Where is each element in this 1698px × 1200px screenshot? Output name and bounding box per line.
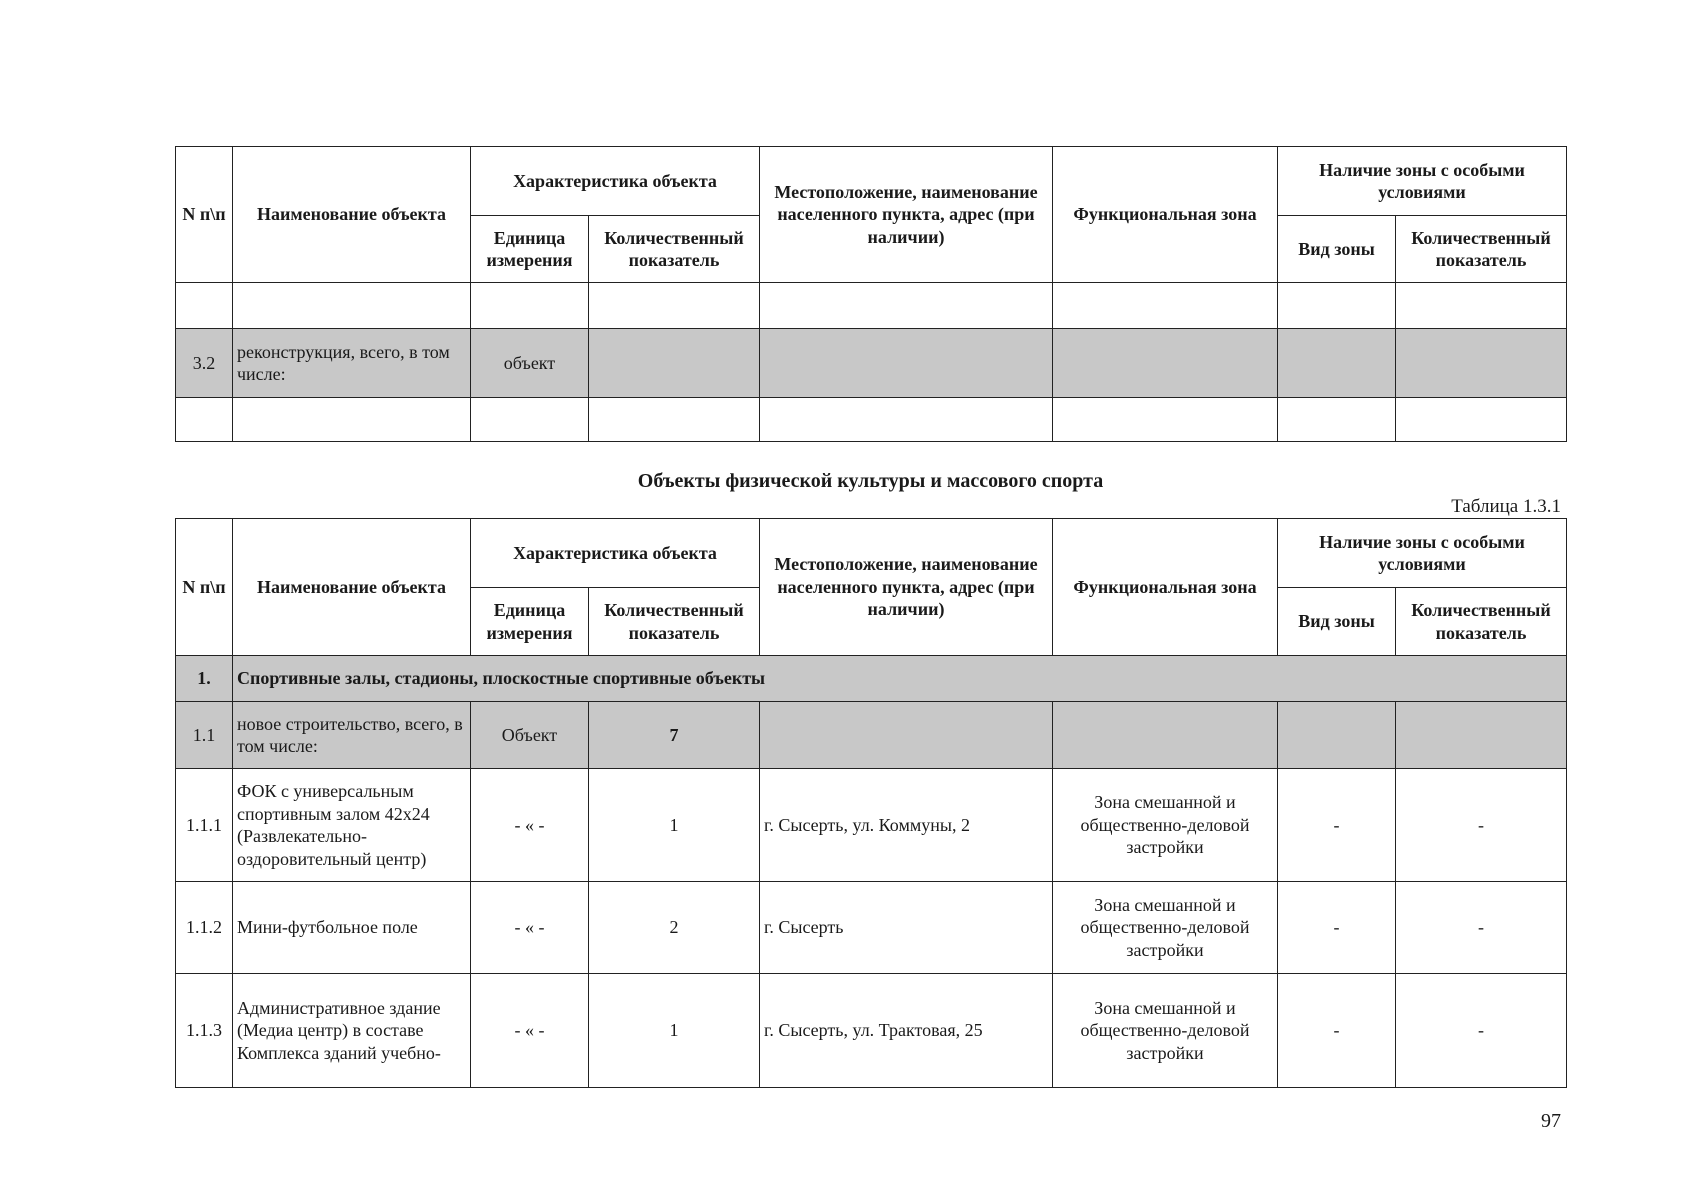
cell-unit: Объект [471,702,589,769]
header-qty: Количественный показатель [589,588,760,656]
cell-zone-type: - [1278,974,1396,1088]
header-zone-type: Вид зоны [1278,588,1396,656]
table-row [176,283,1567,329]
cell-name: Мини-футбольное поле [233,882,471,974]
header-location: Местоположение, наименование населенного пункта, адрес (при наличии) [760,519,1053,656]
header-n: N п\п [176,147,233,283]
cell-qty: 2 [589,882,760,974]
header-zone: Функциональная зона [1053,519,1278,656]
header-qty: Количественный показатель [589,216,760,283]
group-n: 1. [176,656,233,702]
header-special-zone: Наличие зоны с особыми условиями [1278,147,1567,216]
header-characteristic: Характеристика объекта [471,519,760,588]
cell-unit: объект [471,329,589,398]
cell-unit: - « - [471,882,589,974]
table-row [176,398,1567,442]
header-unit: Единица измерения [471,216,589,283]
cell-zone: Зона смешанной и общественно-деловой застройки [1053,974,1278,1088]
cell-name: ФОК с универсальным спортивным залом 42х24 (Развлекательно-оздоровительный центр) [233,769,471,882]
cell-zone: Зона смешанной и общественно-деловой застройки [1053,882,1278,974]
cell-qty: 1 [589,769,760,882]
section-title: Объекты физической культуры и массового спорта [637,470,1104,492]
cell-qty: 7 [589,702,760,769]
table-sport-objects [175,518,1567,1088]
table-row [176,882,1567,974]
cell-n: 1.1.1 [176,769,233,882]
header-special-zone: Наличие зоны с особыми условиями [1278,519,1567,588]
header-name: Наименование объекта [233,147,471,283]
cell-n: 3.2 [176,329,233,398]
cell-n: 1.1.3 [176,974,233,1088]
header-name: Наименование объекта [233,519,471,656]
cell-location: г. Сысерть, ул. Трактовая, 25 [760,974,1053,1088]
table-row [176,329,1567,398]
page-number: 97 [1541,1110,1561,1132]
cell-zone: Зона смешанной и общественно-деловой застройки [1053,769,1278,882]
cell-zone-type: - [1278,882,1396,974]
cell-zone-type: - [1278,769,1396,882]
group-row [176,656,1567,702]
cell-zone-qty: - [1396,882,1567,974]
cell-zone-qty: - [1396,974,1567,1088]
header-zone-qty: Количественный показатель [1396,588,1567,656]
cell-unit: - « - [471,974,589,1088]
cell-location: г. Сысерть [760,882,1053,974]
header-location: Местоположение, наименование населенного пункта, адрес (при наличии) [760,147,1053,283]
cell-name: новое строительство, всего, в том числе: [233,702,471,769]
cell-n: 1.1 [176,702,233,769]
table-row [176,769,1567,882]
cell-zone-qty: - [1396,769,1567,882]
group-title: Спортивные залы, стадионы, плоскостные спортивные объекты [233,656,1567,702]
cell-qty: 1 [589,974,760,1088]
cell-name: Административное здание (Медиа центр) в составе Комплекса зданий учебно- [233,974,471,1088]
cell-location: г. Сысерть, ул. Коммуны, 2 [760,769,1053,882]
header-zone-qty: Количественный показатель [1396,216,1567,283]
header-n: N п\п [176,519,233,656]
cell-n: 1.1.2 [176,882,233,974]
subtotal-row [176,702,1567,769]
table-number: Таблица 1.3.1 [1451,496,1561,517]
table-row [176,974,1567,1088]
header-zone: Функциональная зона [1053,147,1278,283]
cell-name: реконструкция, всего, в том числе: [233,329,471,398]
header-unit: Единица измерения [471,588,589,656]
table-continuation [175,146,1567,442]
header-characteristic: Характеристика объекта [471,147,760,216]
cell-unit: - « - [471,769,589,882]
header-zone-type: Вид зоны [1278,216,1396,283]
